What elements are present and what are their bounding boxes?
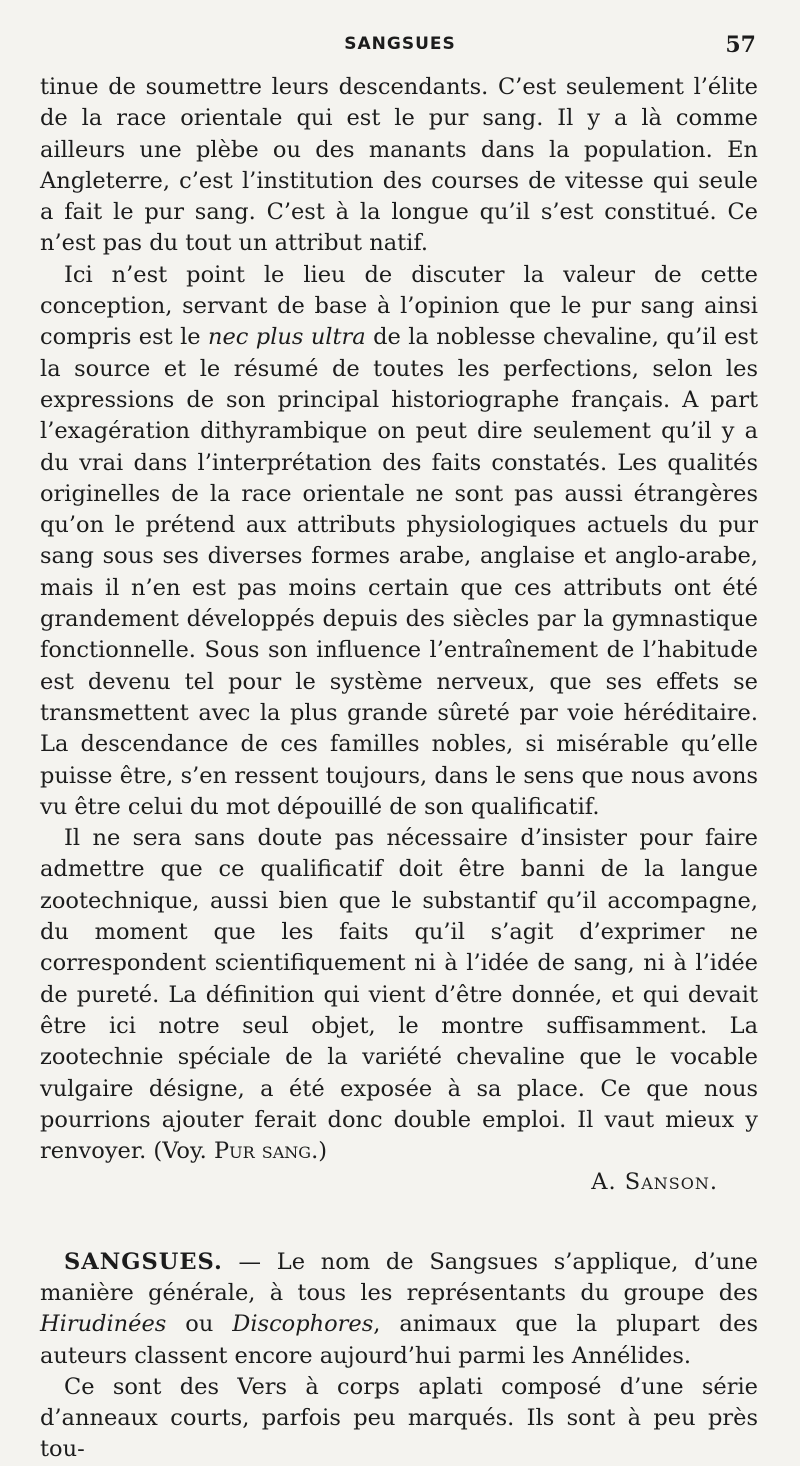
paragraph-continued: tinue de soumettre leurs descendants. C’est seulement l’élite de la race orientale qui est le pur sang. Il y a là comme ailleurs une plèbe ou des manants dans la population. En Angleterre, c’est l’institution des courses de vitesse qui seule a fait le pur sang. C’est à la longue qu’il s’est constitué. Ce n’est pas du tout un attribut natif. <box>40 74 758 257</box>
cross-reference: Pur sang. <box>213 1138 319 1165</box>
paragraph-qualificatif <box>40 823 758 1167</box>
page-header <box>0 34 800 60</box>
paragraph-text: ) <box>318 1138 328 1165</box>
paragraph-text: Il ne sera sans doute pas nécessaire d’insister pour faire admettre que ce qualificatif doit être banni de la langue zootechnique, aussi bien que le substantif qu’il accompagne, du moment que les faits qu’il s’agit d’exprimer ne correspondent scientifiquement ni à l’idée de sang, ni à l’idée de pureté. La définition qui vient d’être donnée, et qui devait être ici notre seul objet, le montre suffisamment. La zootechnie spéciale de la variété chevaline que le vocable vulgaire désigne, a été exposée à sa place. Ce que nous pourrions ajouter ferait donc double emploi. Il vaut mieux y renvoyer. (Voy. <box>40 825 758 1165</box>
section-gap <box>40 1199 758 1247</box>
taxon-name: Discophores <box>232 1311 374 1338</box>
latin-phrase: nec plus ultra <box>207 324 366 351</box>
running-title: SANGSUES <box>344 34 456 54</box>
paragraph-text: ou <box>166 1311 233 1338</box>
paragraph-text: de la noblesse chevaline, qu’il est la source et le résumé de toutes les perfections, selon les expressions de son principal historiographe français. A part l’exagération dithyrambique on peut dire seulement qu’il y a du vrai dans l’interprétation des faits constatés. Les qualités originelles de la race orientale ne sont pas aussi étrangères qu’on le prétend aux attributs physiologiques actuels du pur sang sous ses diverses formes arabe, anglaise et anglo-arabe, mais il n’en est pas moins certain que ces attributs ont été grandement développés depuis des siècles par la gymnastique fonctionnelle. Sous son influence l’entraînement de l’habitude est devenu tel pour le système nerveux, que ses effets se transmettent avec la plus grande sûreté par voie héréditaire. La descendance de ces familles nobles, si misérable qu’elle puisse être, s’en ressent toujours, dans le sens que nous avons vu être celui du mot dépouillé de son qualificatif. <box>40 324 758 820</box>
entry-sangsues <box>40 1247 758 1372</box>
page-body <box>40 72 758 1466</box>
paragraph-conception <box>40 260 758 823</box>
paragraph-description: Ce sont des Vers à corps aplati composé d’une série d’anneaux courts, parfois peu marqués. Ils sont à peu près tou- <box>40 1373 758 1463</box>
paragraph-text: — Le nom de Sangsues s’applique, d’une manière générale, à tous les représentants du groupe des <box>40 1248 758 1306</box>
paragraph-text: Ici n’est point le lieu de discuter la valeur de cette conception, servant de base à l’opinion que le pur sang ainsi compris est le <box>40 261 758 351</box>
entry-headword: SANGSUES. <box>64 1248 223 1275</box>
page-number: 57 <box>725 32 756 58</box>
paragraph-text: , animaux que la plupart des auteurs classent encore aujourd’hui parmi les Annélides. <box>40 1311 758 1369</box>
taxon-name: Hirudinées <box>40 1311 167 1338</box>
author-signature: A. Sanson. <box>591 1169 718 1196</box>
